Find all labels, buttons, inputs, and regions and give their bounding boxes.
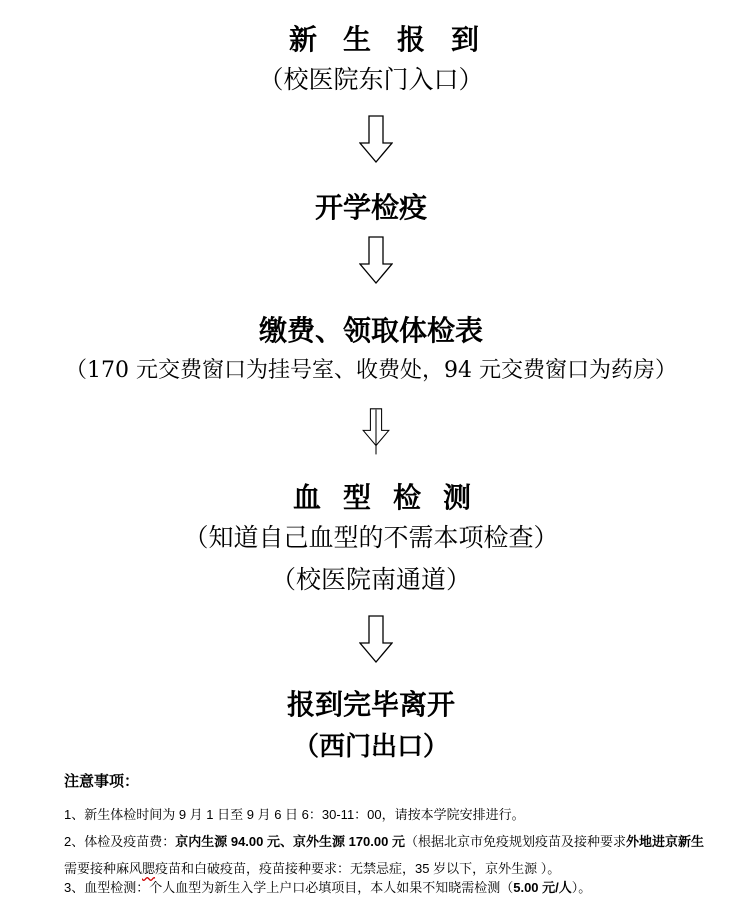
note-1-text: 1、新生体检时间为 9 月 1 日至 9 月 6 日 6：30-11：00，请按本学院安排进行。 [64,807,525,822]
down-arrow-icon [359,115,393,163]
down-arrow-icon [359,615,393,663]
note-2-mid: （根据北京市免疫规划疫苗及接种要求 [404,834,626,849]
step-4-subtitle-1: （知道自己血型的不需本项检查） [183,523,559,552]
note-2-text-b: 疫苗和白破疫苗，疫苗接种要求：无禁忌症，35 岁以下，京外生源 ）。 [155,861,561,876]
step-4-subtitle-2: （校医院南通道） [270,565,471,594]
note-item-1 [64,801,714,828]
note-3-prefix: 3、血型检测：个人血型为新生入学上户口必填项目，本人如果不知晓需检测（ [64,880,514,895]
step-4-title: 血型检测 [292,481,493,514]
step-1-subtitle: （校医院东门入口） [258,65,484,94]
down-arrow-icon [359,408,393,456]
note-2-text-a: 需要接种麻风 [64,861,143,876]
note-3-suffix: ）。 [571,880,592,895]
note-2-bold: 外地进京新生 [626,834,705,849]
step-2-title: 开学检疫 [314,191,427,224]
notes-heading: 注意事项： [64,772,140,790]
step-3-title: 缴费、领取体检表 [258,314,483,347]
note-item-3 [64,874,714,901]
step-5-title: 报到完毕离开 [286,688,455,721]
note-2-spellcheck-word: 腮 [142,861,156,876]
down-arrow-icon [359,236,393,284]
step-1-title: 新生报到 [288,23,505,56]
note-3-fee: 5.00 元/人 [513,880,572,895]
note-2-fee: 京内生源 94.00 元、京外生源 170.00 元 [175,834,405,849]
note-2-prefix: 2、体检及疫苗费： [64,834,176,849]
step-5-subtitle: （西门出口） [292,732,449,762]
step-3-subtitle: （170 元交费窗口为挂号室、收费处，94 元交费窗口为药房） [65,358,677,383]
